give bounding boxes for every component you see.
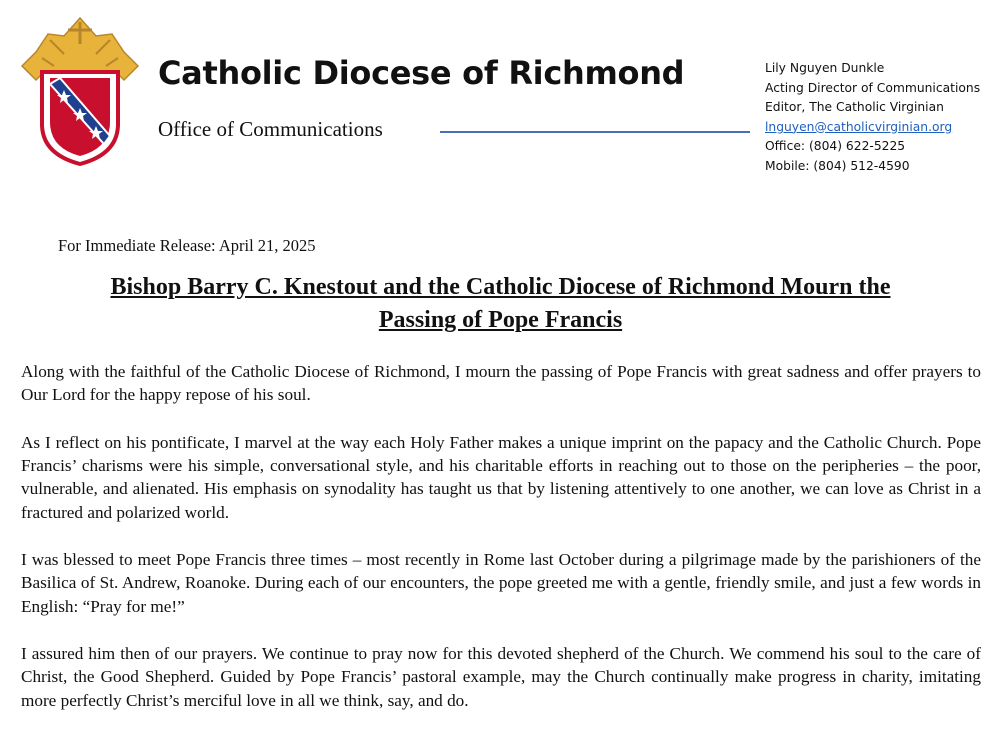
headline-line-2: Passing of Pope Francis (378, 307, 623, 333)
contact-mobile-phone: Mobile: (804) 512-4590 (765, 158, 910, 173)
contact-office-phone: Office: (804) 622-5225 (765, 139, 906, 154)
header-rule (440, 131, 750, 133)
diocese-crest-icon (20, 14, 140, 166)
paragraph: Along with the faithful of the Catholic Diocese of Richmond, I mourn the passing of Pope Francis with great sadness and offer prayers to Our Lord for the happy repose of his soul. (21, 362, 981, 405)
headline-line-1: Bishop Barry C. Knestout and the Catholic Diocese of Richmond Mourn the (110, 274, 891, 300)
contact-name: Lily Nguyen Dunkle (765, 61, 885, 75)
contact-block (765, 59, 980, 177)
paragraph: I assured him then of our prayers. We continue to pray now for this devoted shepherd of the Church. We commend his soul to the care of Christ, the Good Shepherd. Guided by Pope Francis’ pastoral example, may the Church continually make progress in charity, imitating more perfectly Christ’s merciful love in all we think, say, and do. (21, 644, 981, 710)
contact-editor: Editor, The Catholic Virginian (765, 100, 944, 115)
paragraph: As I reflect on his pontificate, I marvel at the way each Holy Father makes a unique imprint on the papacy and the Catholic Church. Pope Francis’ charisms were his simple, conversational style, and his charitable efforts in reaching out to those on the peripheries – the poor, vulnerable, and alienated. His emphasis on synodality has taught us that by listening attentively to one another, we can love as Christ in a fractured and polarized world. (21, 432, 981, 522)
release-date: For Immediate Release: April 21, 2025 (58, 236, 316, 255)
statement-body (21, 360, 981, 736)
contact-email-link[interactable]: lnguyen@catholicvirginian.org (765, 119, 953, 134)
headline (0, 271, 1001, 337)
org-name: Catholic Diocese of Richmond (158, 54, 685, 92)
paragraph: I was blessed to meet Pope Francis three times – most recently in Rome last October during a pilgrimage made by the parishioners of the Basilica of St. Andrew, Roanoke. During each of our encounters, the pope greeted me with a gentle, friendly smile, and just a few words in English: “Pray for me!” (21, 550, 981, 616)
contact-title: Acting Director of Communications (765, 80, 981, 95)
office-name: Office of Communications (158, 117, 383, 141)
